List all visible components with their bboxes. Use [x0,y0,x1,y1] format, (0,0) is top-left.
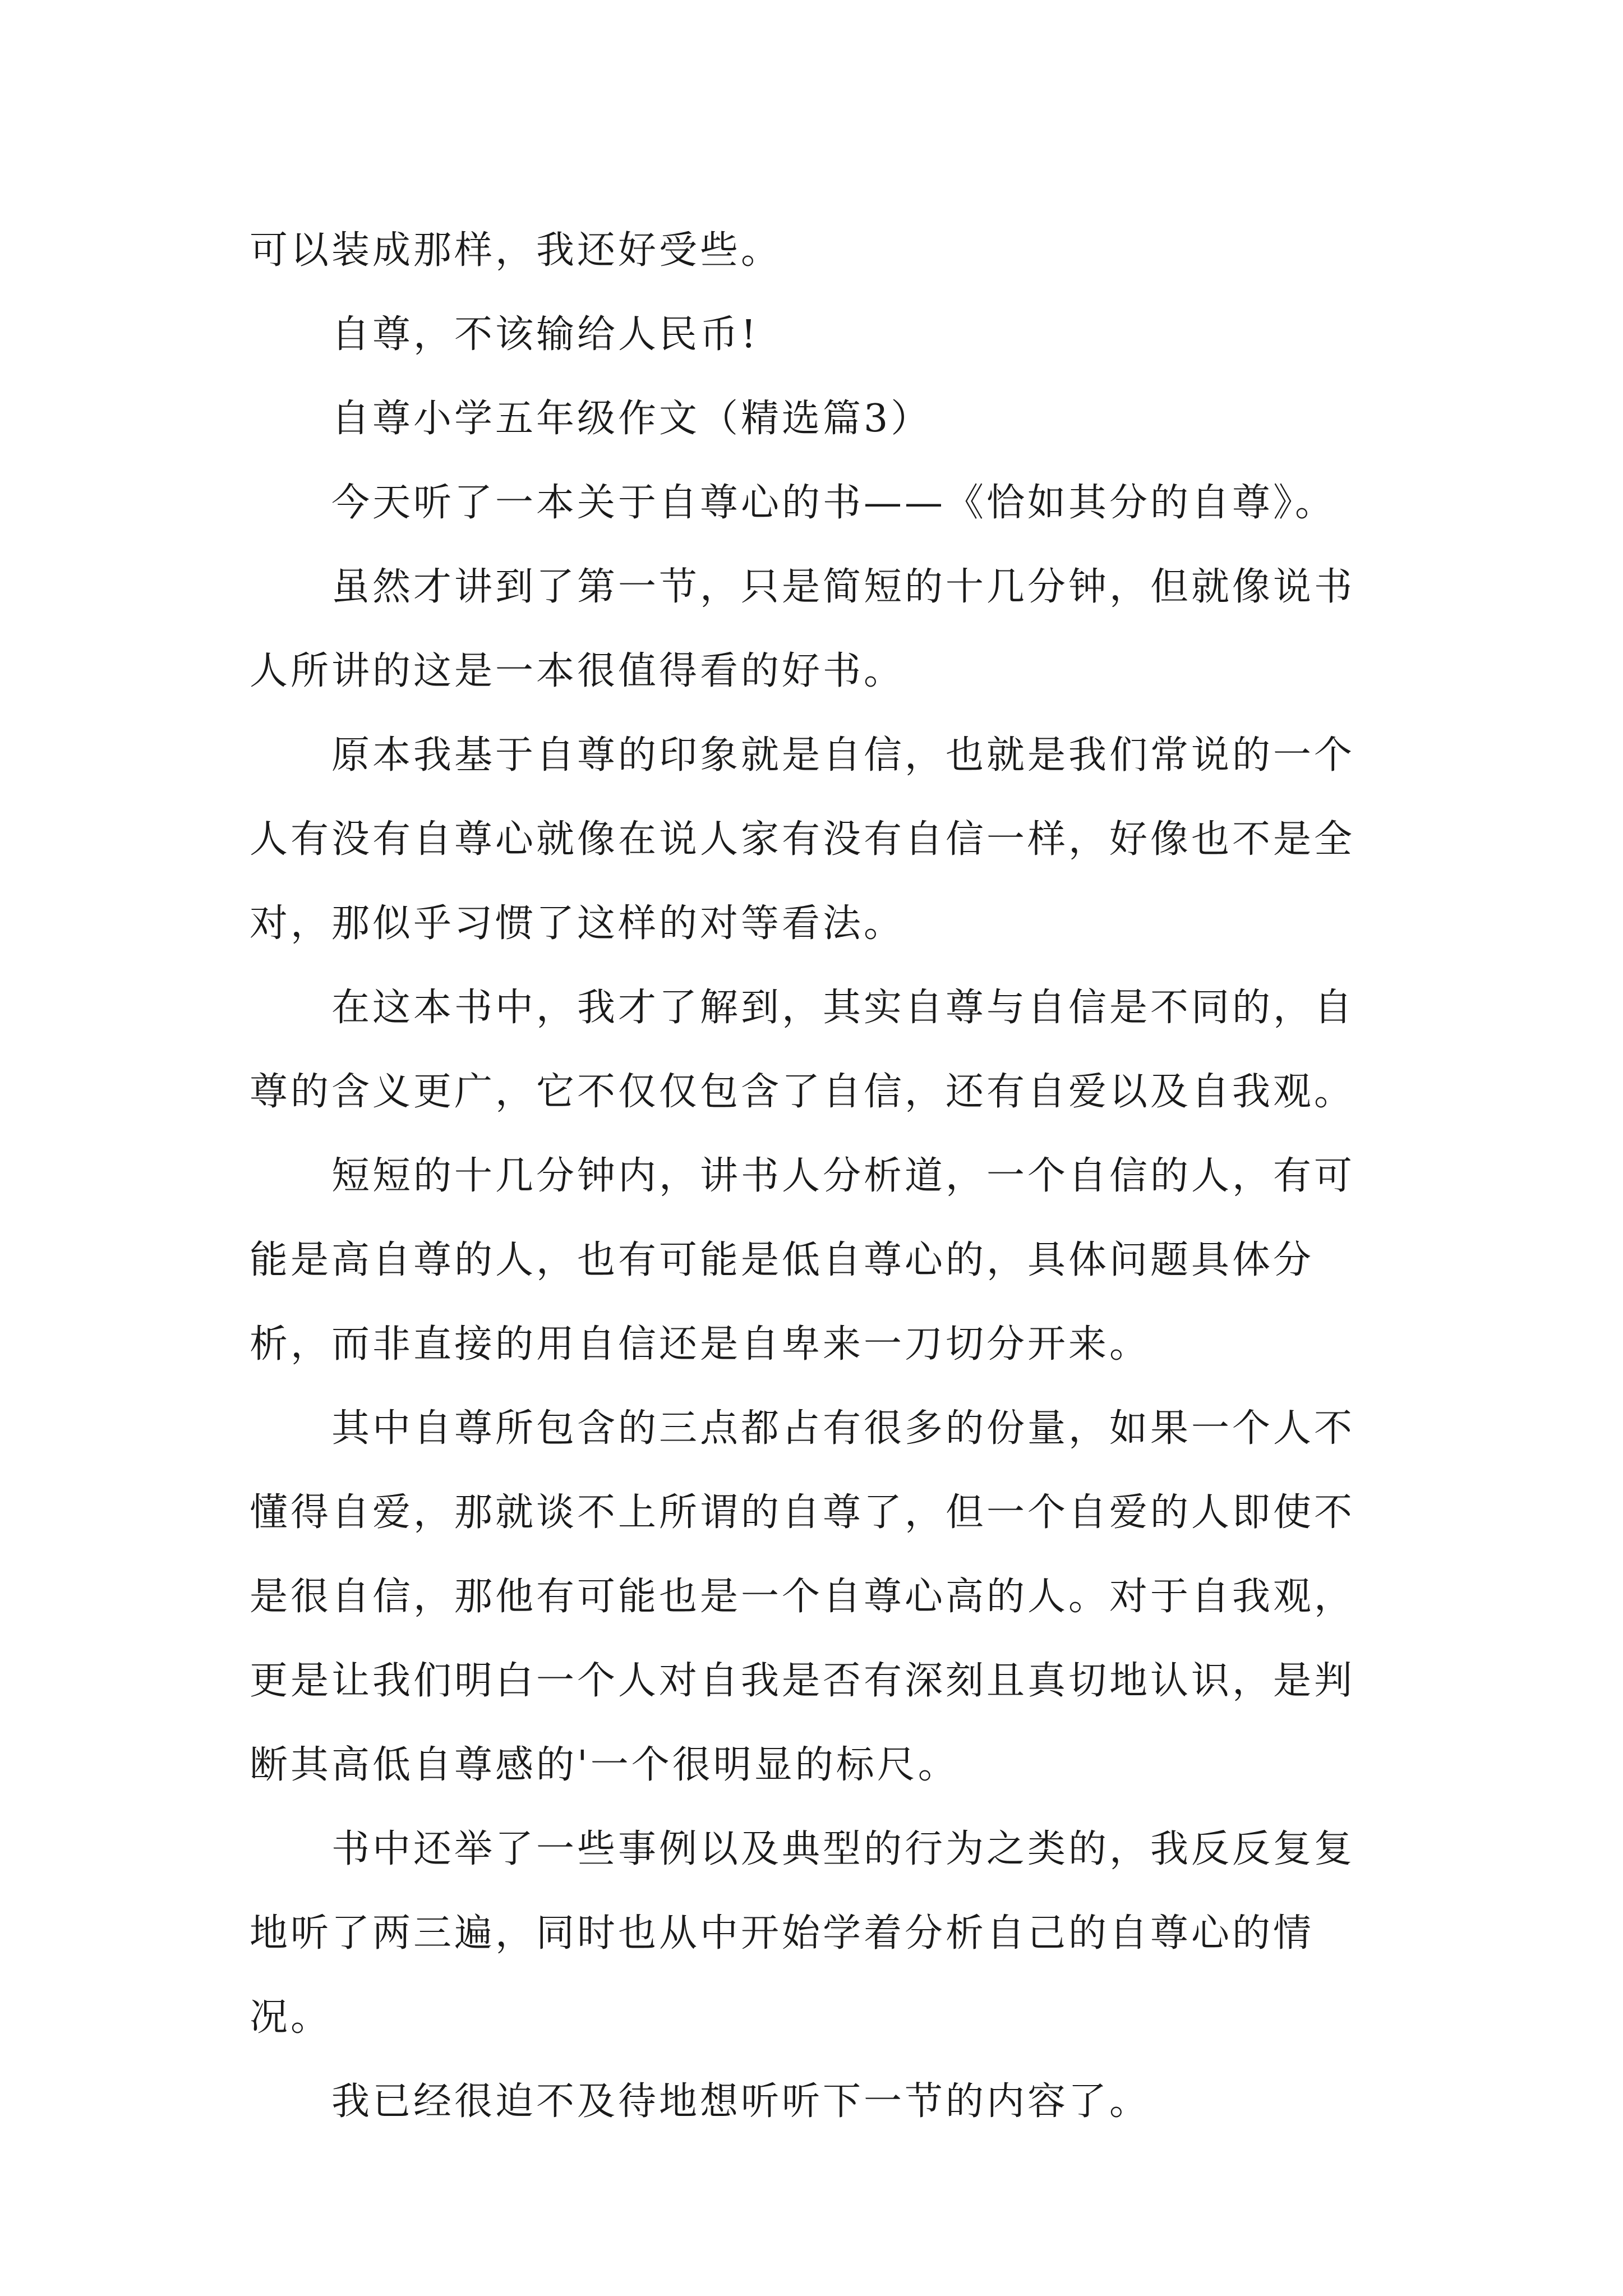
paragraph: 原本我基于自尊的印象就是自信，也就是我们常说的一个人有没有自尊心就像在说人家有没有自信一样，好像也不是全对，那似乎习惯了这样的对等看法。 [250,733,1355,946]
paragraph: 自尊，不该输给人民币! [331,312,759,357]
paragraph-continuation: 可以装成那样，我还好受些。 [250,228,782,273]
paragraph: 在这本书中，我才了解到，其实自尊与自信是不同的，自尊的含义更广，它不仅仅包含了自信，还有自爱以及自我观。 [250,986,1355,1114]
paragraph: 我已经很迫不及待地想听听下一节的内容了。 [331,2079,1151,2124]
section-heading: 自尊小学五年级作文（精选篇3） [331,397,932,441]
paragraph: 短短的十几分钟内，讲书人分析道，一个自信的人，有可能是高自尊的人，也有可能是低自尊心的，具体问题具体分析，而非直接的用自信还是自卑来一刀切分开来。 [250,1154,1355,1366]
paragraph: 虽然才讲到了第一节，只是简短的十几分钟，但就像说书人所讲的这是一本很值得看的好书。 [250,565,1355,693]
paragraph: 其中自尊所包含的三点都占有很多的份量，如果一个人不懂得自爱，那就谈不上所谓的自尊了，但一个自爱的人即使不是很自信，那他有可能也是一个自尊心高的人。对于自我观，更是让我们明白一个人对自我是否有深刻且真切地认识，是判断其高低自尊感的'一个很明显的标尺。 [250,1406,1355,1787]
document-body [250,209,1394,2144]
paragraph: 今天听了一本关于自尊心的书——《恰如其分的自尊》。 [331,481,1336,525]
paragraph: 书中还举了一些事例以及典型的行为之类的，我反反复复地听了两三遍，同时也从中开始学着分析自己的自尊心的情况。 [250,1827,1355,2040]
